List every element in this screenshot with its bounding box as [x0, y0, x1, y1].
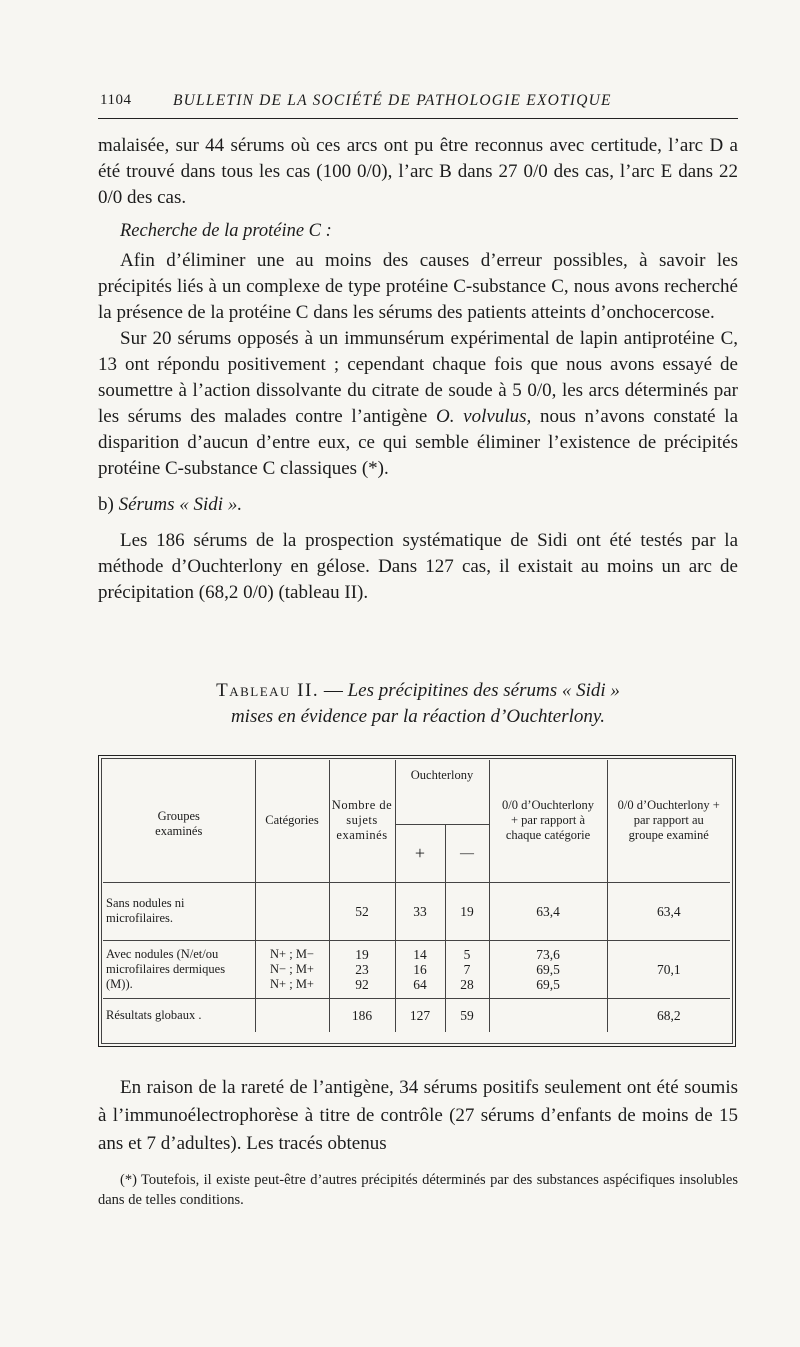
row1-pct-category: 63,4 [489, 882, 607, 940]
row2-pct-group: 70,1 [607, 940, 730, 998]
header-ouchterlony: Ouchterlony [395, 760, 489, 824]
row3-minus: 59 [445, 998, 489, 1032]
header-plus: + [395, 824, 445, 882]
row3-group: Résultats globaux . [103, 998, 255, 1032]
header-categories: Catégories [255, 760, 329, 882]
header-pct-group: 0/0 d’Ouchterlony + par rapport au groupe examiné [607, 760, 730, 882]
running-title: BULLETIN DE LA SOCIÉTÉ DE PATHOLOGIE EXOTIQUE [173, 92, 612, 109]
paragraph-continued: malaisée, sur 44 sérums où ces arcs ont pu être reconnus avec certitude, l’arc D a été trouvé dans tous les cas (100 0/0), l’arc B dans 27 0/0 des cas, l’arc E dans 22 0/0 des cas. [98, 135, 738, 208]
row1-count: 52 [329, 882, 395, 940]
section-heading-sidi: b) Sérums « Sidi ». [98, 494, 243, 515]
row1-plus: 33 [395, 882, 445, 940]
table-title-line1: Les précipitines des sérums « Sidi » [347, 680, 620, 701]
row1-minus: 19 [445, 882, 489, 940]
row1-group: Sans nodules ni microfilaires. [103, 882, 255, 940]
table-title-line2: mises en évidence par la réaction d’Ouchterlony. [230, 706, 606, 727]
paragraph-proteine-c: Afin d’éliminer une au moins des causes d’erreur possibles, à savoir les précipités liés à un complexe de type protéine C-substance C, nous avons recherché la présence de la protéine C dans les sérums des patients atteints d’onchocercose. [98, 250, 738, 323]
row1-pct-group: 63,4 [607, 882, 730, 940]
footnote: (*) Toutefois, il existe peut-être d’autres précipités déterminés par des substances aspécifiques insolubles dans de telles conditions. [98, 1172, 738, 1208]
row3-count: 186 [329, 998, 395, 1032]
species-name: O. volvulus, [436, 406, 532, 427]
running-header [98, 92, 738, 119]
row2-categories: N+ ; M− N− ; M+ N+ ; M+ [255, 940, 329, 998]
header-count: Nombre de sujets examinés [329, 760, 395, 882]
header-minus: — [445, 824, 489, 882]
row2-minus: 5 7 28 [445, 940, 489, 998]
body-bottom [98, 1074, 738, 1158]
results-table-frame [98, 755, 736, 1047]
header-groups: Groupes examinés [103, 760, 255, 882]
table-row [103, 882, 730, 940]
paragraph-sidi: Les 186 sérums de la prospection systématique de Sidi ont été testés par la méthode d’Ouchterlony en gélose. Dans 127 cas, il existait au moins un arc de précipitation (68,2 0/0) (tableau II). [98, 530, 738, 603]
row3-plus: 127 [395, 998, 445, 1032]
row2-plus: 14 16 64 [395, 940, 445, 998]
table-row [103, 940, 730, 998]
row3-pct-group: 68,2 [656, 1007, 681, 1023]
body-top [98, 133, 738, 606]
page-number: 1104 [100, 92, 132, 108]
results-table [103, 760, 730, 1032]
table-label: Tableau II. [216, 680, 320, 701]
row2-counts: 19 23 92 [329, 940, 395, 998]
row2-group: Avec nodules (N/et/ou microfilaires dermiques (M)). [103, 940, 255, 998]
paragraph-immunoelectrophorese: En raison de la rareté de l’antigène, 34 sérums positifs seulement ont été soumis à l’immunoélectrophorèse à titre de contrôle (27 sérums d’enfants de moins de 15 ans et 7 d’adultes). Les tracés obtenus [98, 1077, 738, 1154]
table-caption: Tableau II. — Les précipitines des sérums « Sidi » mises en évidence par la réaction d’Ouchterlony. [216, 680, 620, 727]
paragraph-citrate: Sur 20 sérums opposés à un immunsérum expérimental de lapin antiprotéine C, 13 ont répondu positivement ; cependant chaque fois que nous avons essayé de soumettre à l’action dissolvante du citrate de soude à 5 0/0, les arcs déterminés par les sérums des malades contre l’antigène O. volvulus, nous n’avons constaté la disparition d’aucun d’entre eux, ce qui semble éliminer l’existence de précipités protéine C-substance C classiques (*). [98, 328, 738, 479]
section-heading-proteine-c: Recherche de la protéine C : [120, 221, 332, 241]
row2-pct-category: 73,6 69,5 69,5 [489, 940, 607, 998]
header-pct-category: 0/0 d’Ouchterlony + par rapport à chaque catégorie [489, 760, 607, 882]
table-row [103, 998, 730, 1032]
